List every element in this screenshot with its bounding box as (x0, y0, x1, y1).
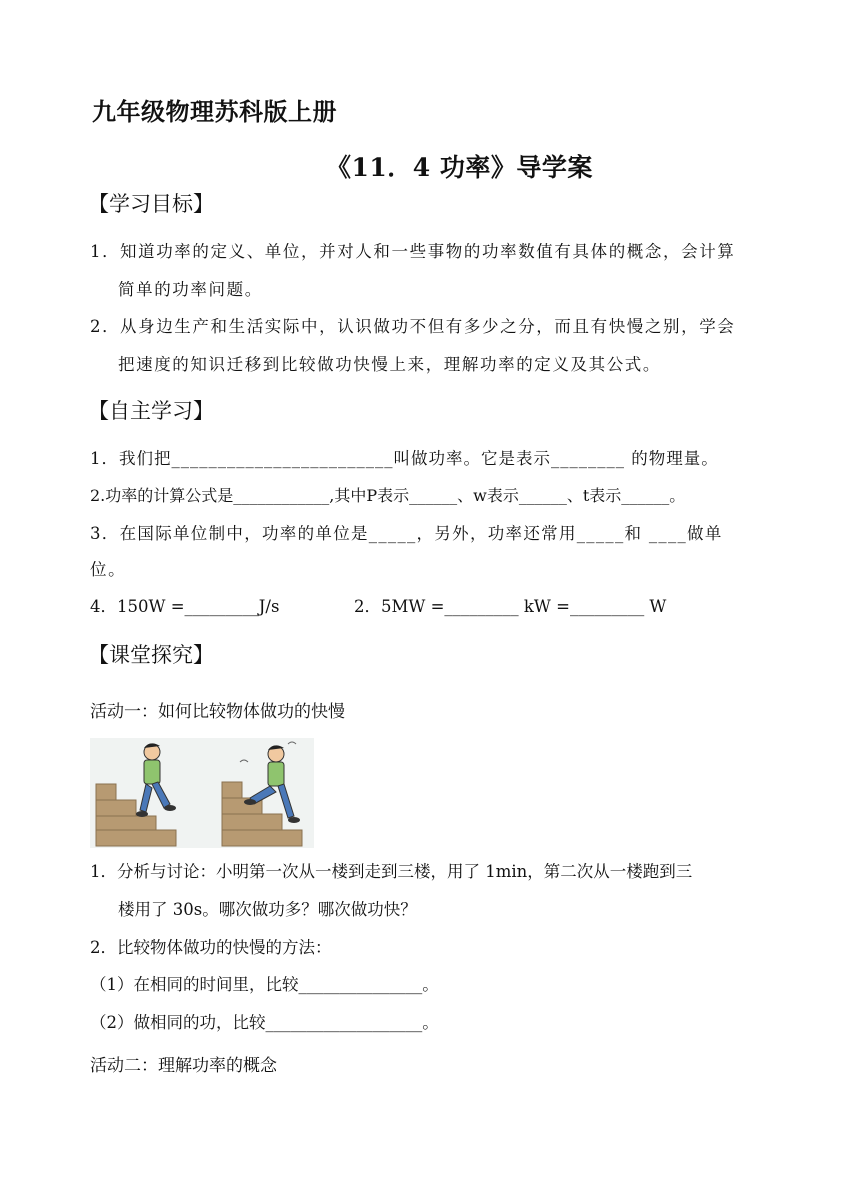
self-study-question-3-line2: 位。 (90, 560, 127, 579)
stairs-figure-icon (90, 738, 314, 848)
self-study-question-4b: 2．5MW =_________ kW =_________ W (354, 597, 667, 616)
stair-climbing-illustration (90, 738, 314, 848)
objective-1-line2: 简单的功率问题。 (118, 280, 263, 299)
self-study-question-3-line1: 3．在国际单位制中，功率的单位是_____，另外，功率还常用_____和 ____做单 (90, 524, 723, 543)
section-heading-self-study: 【自主学习】 (88, 399, 214, 423)
section-heading-inquiry: 【课堂探究】 (88, 643, 214, 667)
discussion-line-1: 1．分析与讨论：小明第一次从一楼到走到三楼，用了 1min，第二次从一楼跑到三 (90, 862, 693, 881)
discussion-line-2: 楼用了 30s。哪次做功多？哪次做功快？ (118, 900, 417, 919)
objective-2-number: 2． (90, 317, 121, 336)
activity-2-title: 活动二：理解功率的概念 (90, 1056, 277, 1076)
lesson-title: 《11．4 功率》导学案 (326, 153, 593, 182)
objective-2-line2: 把速度的知识迁移到比较做功快慢上来，理解功率的定义及其公式。 (118, 355, 661, 374)
self-study-question-4a: 4．150W =_________J/s (90, 597, 280, 616)
section-heading-objectives: 【学习目标】 (88, 192, 214, 216)
method-1: （1）在相同的时间里，比较_______________。 (90, 975, 439, 994)
method-2: （2）做相同的功，比较___________________。 (90, 1013, 439, 1032)
document-title: 九年级物理苏科版上册 (92, 98, 337, 126)
objective-1-number: 1． (90, 242, 121, 261)
self-study-question-2: 2.功率的计算公式是____________,其中P表示______、w表示______、t表示______。 (90, 486, 686, 505)
method-title: 2．比较物体做功的快慢的方法： (90, 938, 332, 957)
self-study-question-1: 1．我们把________________________叫做功率。它是表示________ 的物理量。 (90, 449, 719, 468)
objective-1-line1: 知道功率的定义、单位，并对人和一些事物的功率数值有具体的概念，会计算 (120, 242, 736, 261)
activity-1-title: 活动一：如何比较物体做功的快慢 (90, 702, 345, 722)
objective-2-line1: 从身边生产和生活实际中，认识做功不但有多少之分，而且有快慢之别，学会 (120, 317, 736, 336)
